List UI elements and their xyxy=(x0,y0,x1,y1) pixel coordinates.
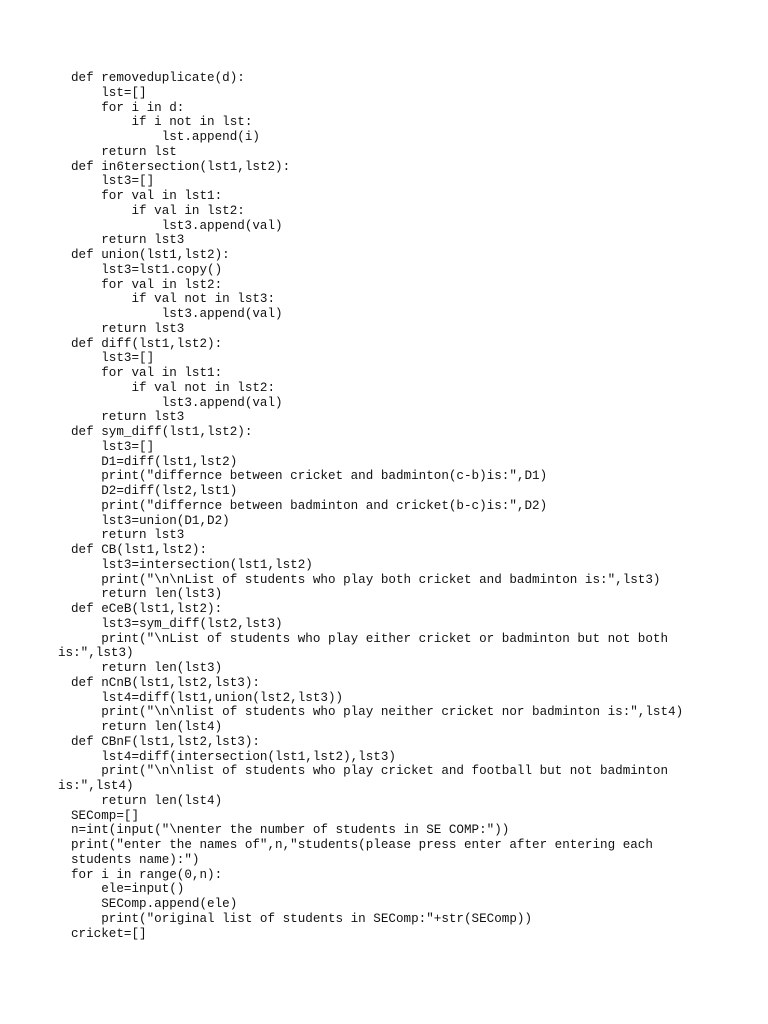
code-line: print("enter the names of",n,"students(please press enter after entering each xyxy=(71,838,653,852)
code-line: if val in lst2: xyxy=(71,203,245,218)
code-line: return lst3 xyxy=(71,410,185,425)
code-line: return lst3 xyxy=(71,528,185,543)
code-line: def CB(lst1,lst2): xyxy=(71,543,208,557)
code-line: D2=diff(lst2,lst1) xyxy=(71,484,238,498)
code-line: if val not in lst2: xyxy=(71,380,276,395)
code-line: def removeduplicate(d): xyxy=(71,71,245,85)
code-line: print("\n\nlist of students who play neither cricket nor badminton is:",lst4) xyxy=(71,705,684,720)
code-line: def nCnB(lst1,lst2,lst3): xyxy=(71,675,260,690)
code-line: lst3=sym_diff(lst2,lst3) xyxy=(71,616,283,631)
code-line: def eCeB(lst1,lst2): xyxy=(71,602,223,616)
code-line: for val in lst1: xyxy=(71,366,223,380)
code-line: for i in d: xyxy=(71,100,185,115)
code-line: for i in range(0,n): xyxy=(71,867,223,882)
code-line: is:",lst3) xyxy=(58,646,134,661)
code-line: lst3=intersection(lst1,lst2) xyxy=(71,557,313,572)
code-line: print("\n\nlist of students who play cricket and football but not badminton xyxy=(71,764,669,779)
code-line: lst3.append(val) xyxy=(71,395,283,410)
code-line: lst4=diff(lst1,union(lst2,lst3)) xyxy=(71,690,344,705)
code-line: return lst3 xyxy=(71,233,185,248)
code-line: lst3=union(D1,D2) xyxy=(71,513,230,528)
code-line: return lst3 xyxy=(71,321,185,336)
code-line: return len(lst3) xyxy=(71,661,223,675)
code-line: ele=input() xyxy=(71,882,185,897)
code-line: is:",lst4) xyxy=(58,779,134,793)
code-line: lst.append(i) xyxy=(71,130,260,144)
code-line: def CBnF(lst1,lst2,lst3): xyxy=(71,734,260,749)
code-line: lst4=diff(intersection(lst1,lst2),lst3) xyxy=(71,749,396,764)
code-line: n=int(input("\nenter the number of students in SE COMP:")) xyxy=(71,823,510,838)
code-line: for val in lst1: xyxy=(71,189,223,203)
code-line: return lst xyxy=(71,144,177,159)
code-listing xyxy=(58,71,691,941)
code-line: def in6tersection(lst1,lst2): xyxy=(71,159,291,174)
code-line: def union(lst1,lst2): xyxy=(71,248,230,262)
code-line: return len(lst4) xyxy=(71,720,223,734)
code-line: print("\n\nList of students who play both cricket and badminton is:",lst3) xyxy=(71,572,661,587)
code-line: D1=diff(lst1,lst2) xyxy=(71,454,238,469)
code-line: print("differnce between badminton and cricket(b-c)is:",D2) xyxy=(71,498,548,513)
code-line: print("differnce between cricket and badminton(c-b)is:",D1) xyxy=(71,469,548,484)
code-line: lst3=[] xyxy=(71,174,155,189)
code-line: lst3.append(val) xyxy=(71,218,283,233)
code-line: print("original list of students in SEComp:"+str(SEComp)) xyxy=(71,911,533,926)
code-line: cricket=[] xyxy=(71,926,147,941)
code-line: students name):") xyxy=(71,852,200,867)
code-line: lst3=[] xyxy=(71,351,155,366)
code-line: SEComp.append(ele) xyxy=(71,897,238,911)
code-line: return len(lst3) xyxy=(71,587,223,602)
code-line: if i not in lst: xyxy=(71,115,253,130)
code-line: if val not in lst3: xyxy=(71,292,276,307)
code-line: def diff(lst1,lst2): xyxy=(71,336,223,351)
code-line: lst=[] xyxy=(71,85,147,100)
code-line: print("\nList of students who play either cricket or badminton but not both xyxy=(71,631,669,646)
code-line: return len(lst4) xyxy=(71,793,223,808)
code-line: SEComp=[] xyxy=(71,808,140,823)
code-line: lst3.append(val) xyxy=(71,307,283,321)
code-line: lst3=[] xyxy=(71,439,155,454)
code-line: def sym_diff(lst1,lst2): xyxy=(71,425,253,439)
code-line: for val in lst2: xyxy=(71,277,223,292)
code-line: lst3=lst1.copy() xyxy=(71,262,223,277)
